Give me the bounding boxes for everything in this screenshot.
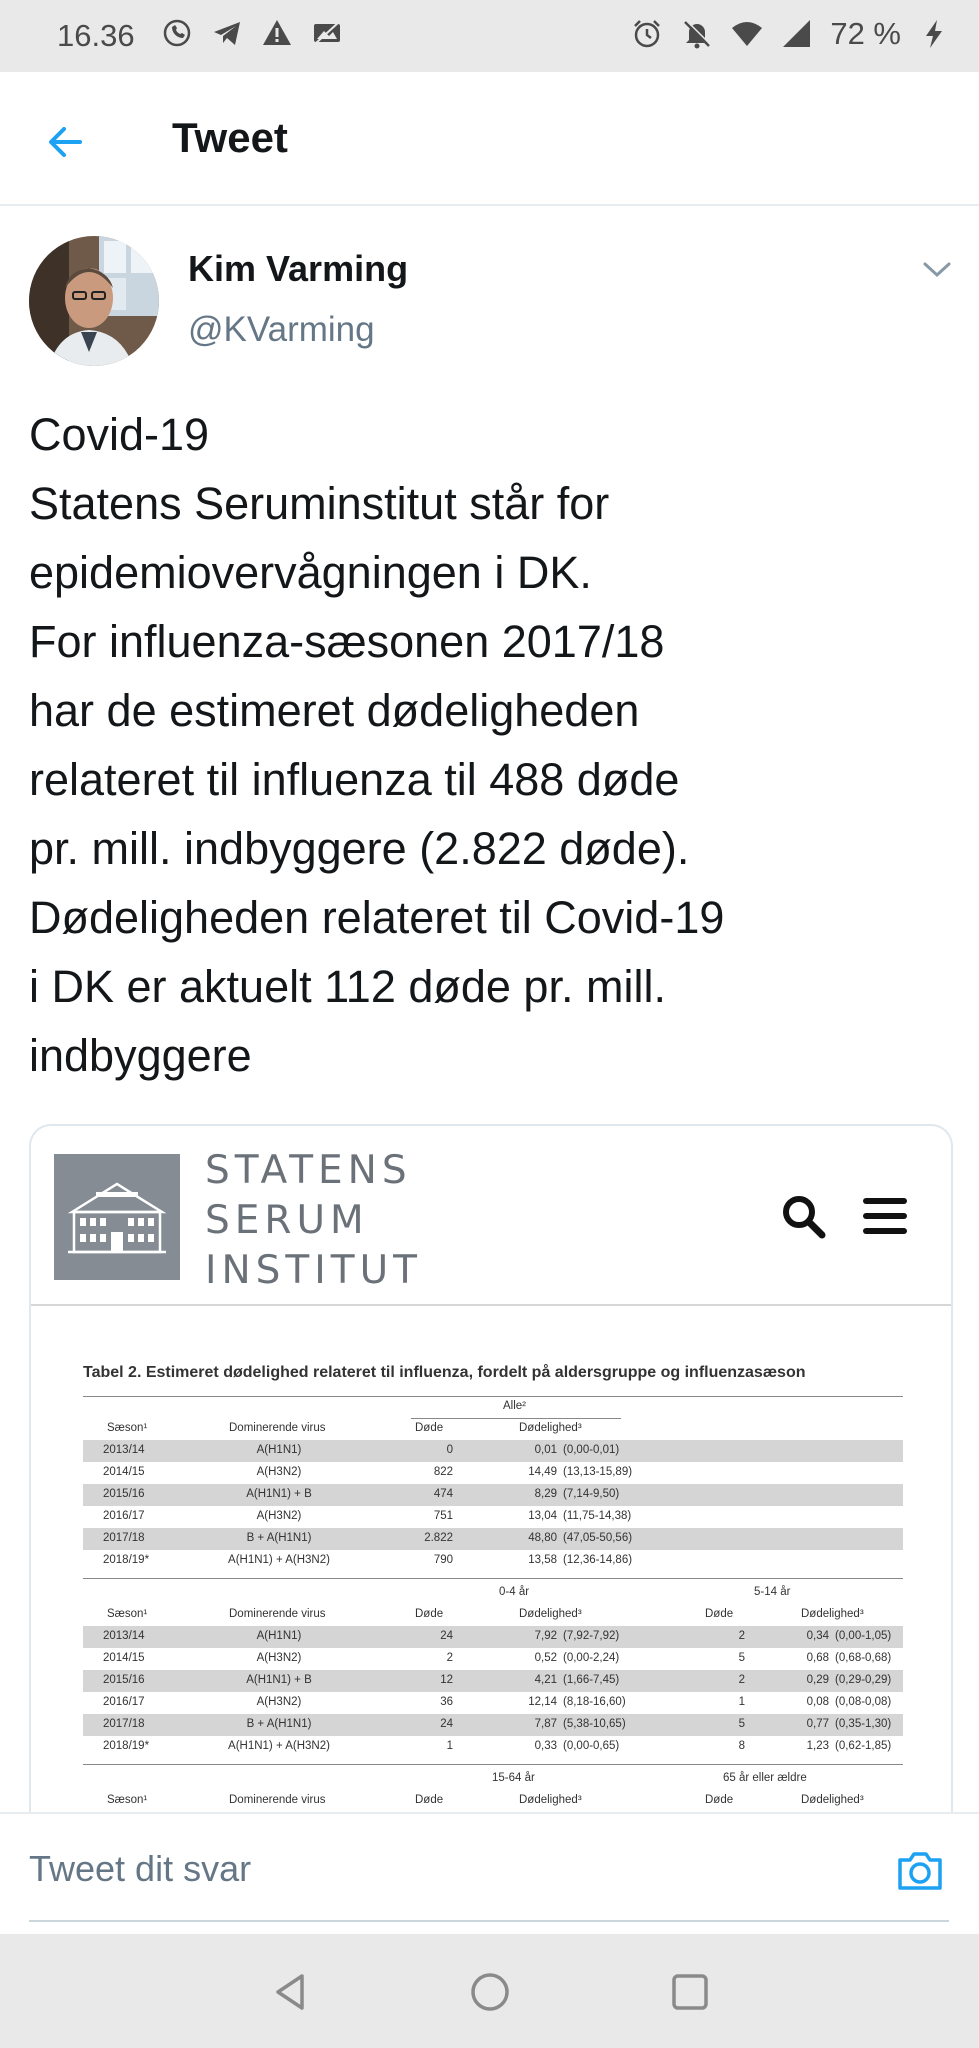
table-cell: 2015/16 <box>103 1674 145 1686</box>
table-row <box>83 1550 903 1572</box>
table-cell: B + A(H1N1) <box>246 1532 312 1544</box>
org-name-line: INSTITUT <box>205 1248 422 1293</box>
table-header-row <box>83 1418 903 1440</box>
table-cell: 822 <box>433 1466 453 1478</box>
table-header-row <box>83 1604 903 1626</box>
reply-input[interactable]: Tweet dit svar <box>29 1848 252 1889</box>
group-label: 65 år eller ældre <box>723 1772 807 1784</box>
nav-home-button[interactable] <box>468 1970 512 2014</box>
table-cell: 2014/15 <box>103 1652 145 1664</box>
table-row <box>83 1528 903 1550</box>
table-row <box>83 1736 903 1758</box>
avatar[interactable] <box>29 236 159 366</box>
table-cell: 7,92 <box>534 1630 557 1642</box>
nav-back-button[interactable] <box>268 1970 312 2014</box>
table-cell: 36 <box>440 1696 453 1708</box>
tweet-line: For influenza-sæsonen 2017/18 <box>29 616 665 667</box>
table-rule <box>83 1764 903 1765</box>
signal-icon <box>780 17 814 51</box>
table-cell: A(H1N1) <box>256 1630 302 1642</box>
table-cell: 24 <box>440 1630 453 1642</box>
warning-icon <box>260 16 294 50</box>
gallery-blocked-icon <box>310 16 344 50</box>
table-cell: A(H1N1) + A(H3N2) <box>228 1554 330 1566</box>
col-header: Sæson¹ <box>107 1794 148 1806</box>
table-cell: 13,58 <box>528 1554 557 1566</box>
tweet-line: Covid-19 <box>29 409 210 460</box>
table-cell: 1,23 <box>806 1740 829 1752</box>
table-rule <box>83 1396 903 1397</box>
page-title: Tweet <box>172 114 288 161</box>
table-cell: (11,75-14,38) <box>563 1510 632 1522</box>
camera-icon <box>894 1844 946 1896</box>
notifications-off-icon <box>680 17 714 51</box>
group-label: Alle² <box>503 1400 527 1412</box>
table-cell: 0,77 <box>806 1718 829 1730</box>
back-arrow-icon <box>40 114 96 170</box>
table-cell: 2016/17 <box>103 1696 145 1708</box>
table-cell: 2018/19* <box>103 1740 150 1752</box>
col-header: Dødelighed³ <box>801 1794 864 1806</box>
table-cell: (47,05-50,56) <box>563 1532 633 1544</box>
triangle-back-icon <box>268 1970 312 2014</box>
table-cell: (7,92-7,92) <box>563 1630 620 1642</box>
camera-button[interactable] <box>894 1844 946 1896</box>
col-header: Døde <box>705 1608 734 1620</box>
alarm-icon <box>630 17 664 51</box>
table-cell: A(H3N2) <box>256 1466 302 1478</box>
table-cell: 2018/19* <box>103 1554 150 1566</box>
col-header: Døde <box>705 1794 734 1806</box>
table-cell: 790 <box>433 1554 453 1566</box>
table-cell: 2014/15 <box>103 1466 145 1478</box>
table-row <box>83 1626 903 1648</box>
table-cell: 2017/18 <box>103 1532 145 1544</box>
table-row <box>83 1484 903 1506</box>
table-cell: A(H3N2) <box>256 1652 302 1664</box>
ssi-org-name <box>205 1146 422 1296</box>
table-cell: 8 <box>738 1740 745 1752</box>
viber-icon <box>160 16 194 50</box>
chevron-down-icon <box>920 258 954 282</box>
col-header: Dødelighed³ <box>801 1608 864 1620</box>
table-cell: 0,29 <box>806 1674 829 1686</box>
wifi-icon <box>730 17 764 51</box>
search-icon <box>779 1192 827 1240</box>
table-cell: 0,68 <box>806 1652 829 1664</box>
back-button[interactable] <box>40 114 96 170</box>
table-cell: (5,38-10,65) <box>563 1718 626 1730</box>
table-row <box>83 1648 903 1670</box>
group-label: 0-4 år <box>499 1586 530 1598</box>
table-cell: (0,00-0,65) <box>563 1740 620 1752</box>
app-header <box>0 72 979 206</box>
table-cell: 5 <box>738 1718 745 1730</box>
table-cell: (0,00-2,24) <box>563 1652 620 1664</box>
tweet-menu-button[interactable] <box>920 258 954 282</box>
table-cell: 4,21 <box>534 1674 557 1686</box>
tweet-line: pr. mill. indbyggere (2.822 døde). <box>29 823 690 874</box>
table-cell: A(H3N2) <box>256 1696 302 1708</box>
table-cell: (0,29-0,29) <box>835 1674 892 1686</box>
org-name-line: SERUM <box>205 1198 369 1243</box>
table-cell: 7,87 <box>534 1718 557 1730</box>
table-cell: 0,01 <box>534 1444 557 1456</box>
table-cell: 24 <box>440 1718 453 1730</box>
group-label: 15-64 år <box>492 1772 535 1784</box>
table-cell: (7,14-9,50) <box>563 1488 620 1500</box>
status-bar <box>0 0 979 72</box>
table-cell: 2 <box>738 1674 745 1686</box>
table-cell: 2015/16 <box>103 1488 145 1500</box>
table-cell: 0,34 <box>806 1630 829 1642</box>
table-cell: (0,00-1,05) <box>835 1630 892 1642</box>
telegram-icon <box>210 16 244 50</box>
nav-recents-button[interactable] <box>668 1970 712 2014</box>
table-cell: (12,36-14,86) <box>563 1554 633 1566</box>
table-row <box>83 1692 903 1714</box>
circle-home-icon <box>468 1970 512 2014</box>
table-cell: A(H1N1) + A(H3N2) <box>228 1740 330 1752</box>
table-cell: (13,13-15,89) <box>563 1466 633 1478</box>
tweet-line: har de estimeret dødeligheden <box>29 685 640 736</box>
table-row <box>83 1506 903 1528</box>
col-header: Dominerende virus <box>229 1608 326 1620</box>
table-cell: 13,04 <box>528 1510 557 1522</box>
table-cell: (0,35-1,30) <box>835 1718 892 1730</box>
table-cell: 0,52 <box>534 1652 557 1664</box>
author-handle[interactable]: @KVarming <box>188 310 375 349</box>
status-time: 16.36 <box>57 18 135 53</box>
table-cell: 14,49 <box>528 1466 557 1478</box>
col-header: Sæson¹ <box>107 1608 148 1620</box>
tweet-line: epidemiovervågningen i DK. <box>29 547 592 598</box>
group-label: 5-14 år <box>754 1586 791 1598</box>
tweet-line: Dødeligheden relateret til Covid-19 <box>29 892 725 943</box>
table-cell: (1,66-7,45) <box>563 1674 620 1686</box>
col-header: Dominerende virus <box>229 1422 326 1434</box>
table-cell: 474 <box>433 1488 453 1500</box>
table-cell: 2 <box>738 1630 745 1642</box>
charging-icon <box>917 17 951 51</box>
col-header: Sæson¹ <box>107 1422 148 1434</box>
table-cell: 2016/17 <box>103 1510 145 1522</box>
table-cell: 0,08 <box>806 1696 829 1708</box>
table-cell: 12 <box>440 1674 453 1686</box>
square-recents-icon <box>668 1970 712 2014</box>
tweet-text <box>29 400 929 1090</box>
table-cell: A(H1N1) + B <box>246 1488 312 1500</box>
table-cell: 12,14 <box>528 1696 557 1708</box>
table-header-row <box>83 1790 903 1812</box>
table-cell: 0,33 <box>534 1740 557 1752</box>
table-cell: 2017/18 <box>103 1718 145 1730</box>
table-cell: 2013/14 <box>103 1444 145 1456</box>
reply-bar <box>0 1812 979 1936</box>
table-cell: 751 <box>433 1510 453 1522</box>
tweet-media-image[interactable] <box>29 1124 953 1816</box>
table-row <box>83 1440 903 1462</box>
col-header: Dominerende virus <box>229 1794 326 1806</box>
col-header: Dødelighed³ <box>519 1422 582 1434</box>
table-cell: 2 <box>446 1652 453 1664</box>
table-cell: 2013/14 <box>103 1630 145 1642</box>
org-name-line: STATENS <box>205 1148 412 1193</box>
table-cell: B + A(H1N1) <box>246 1718 312 1730</box>
system-nav-bar <box>0 1934 979 2048</box>
col-header: Døde <box>415 1422 444 1434</box>
hamburger-menu-icon <box>863 1196 907 1236</box>
table-cell: (0,00-0,01) <box>563 1444 620 1456</box>
table-cell: 2.822 <box>424 1532 453 1544</box>
table-cell: 1 <box>446 1740 453 1752</box>
table-cell: A(H3N2) <box>256 1510 302 1522</box>
col-header: Dødelighed³ <box>519 1794 582 1806</box>
table-cell: 5 <box>738 1652 745 1664</box>
tweet-line: indbyggere <box>29 1030 252 1081</box>
table-cell: (8,18-16,60) <box>563 1696 626 1708</box>
ssi-site-header <box>31 1126 951 1306</box>
table-rule <box>83 1578 903 1579</box>
table-cell: A(H1N1) + B <box>246 1674 312 1686</box>
table-cell: 0 <box>446 1444 453 1456</box>
table-title: Tabel 2. Estimeret dødelighed relateret til influenza, fordelt på aldersgruppe og influenzasæson <box>83 1364 806 1381</box>
col-header: Dødelighed³ <box>519 1608 582 1620</box>
table-row <box>83 1462 903 1484</box>
col-header: Døde <box>415 1608 444 1620</box>
table-row <box>83 1714 903 1736</box>
table-cell: (0,08-0,08) <box>835 1696 892 1708</box>
ssi-logo-icon <box>54 1154 180 1280</box>
table-cell: 1 <box>738 1696 745 1708</box>
table-cell: 48,80 <box>528 1532 557 1544</box>
table-cell: (0,62-1,85) <box>835 1740 892 1752</box>
tweet-line: Statens Seruminstitut står for <box>29 478 610 529</box>
reply-input-underline <box>29 1920 949 1922</box>
col-header: Døde <box>415 1794 444 1806</box>
tweet-line: i DK er aktuelt 112 døde pr. mill. <box>29 961 666 1012</box>
table-cell: A(H1N1) <box>256 1444 302 1456</box>
table-cell: 8,29 <box>534 1488 557 1500</box>
tweet-line: relateret til influenza til 488 døde <box>29 754 680 805</box>
battery-percent: 72 % <box>830 16 901 51</box>
author-name[interactable]: Kim Varming <box>188 248 409 289</box>
table-cell: (0,68-0,68) <box>835 1652 892 1664</box>
table-row <box>83 1670 903 1692</box>
